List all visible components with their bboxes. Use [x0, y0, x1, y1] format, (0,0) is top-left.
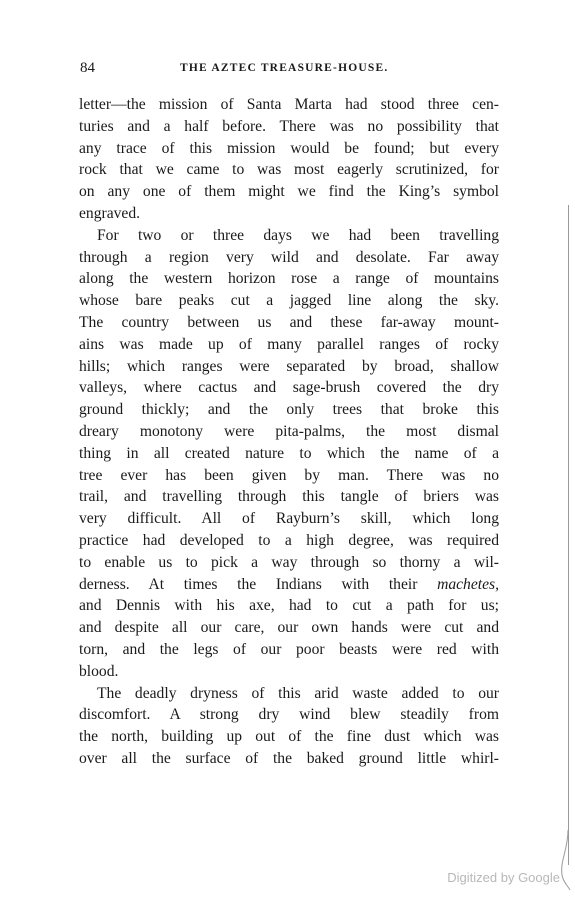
text-line: rock that we came to was most eagerly scrutinized, for [79, 161, 499, 179]
text-line: over all the surface of the baked ground little whirl- [79, 749, 499, 767]
text-line: dreary monotony were pita-palms, the most dismal [79, 422, 499, 440]
text-line: and despite all our care, our own hands were cut and [79, 619, 499, 637]
text-line: very difficult. All of Rayburn’s skill, which long [79, 510, 499, 528]
text-line: derness. At times the Indians with their machetes, [79, 575, 499, 593]
text-line: any trace of this mission would be found; but every [79, 139, 499, 157]
page-edge-curve [558, 830, 572, 890]
running-title: THE AZTEC TREASURE-HOUSE. [180, 62, 389, 74]
text-line: ains was made up of many parallel ranges of rocky [79, 335, 499, 353]
italic-word: machetes, [437, 575, 499, 593]
text-line: discomfort. A strong dry wind blew steadily from [79, 706, 499, 724]
page-number: 84 [80, 60, 95, 76]
text-line: thing in all created nature to which the name of a [79, 444, 499, 462]
text-line: to enable us to pick a way through so thorny a wil- [79, 553, 499, 571]
text-line: on any one of them might we find the King’s symbol [79, 183, 499, 201]
text-line: trail, and travelling through this tangle of briers was [79, 488, 499, 506]
body-text [79, 94, 499, 770]
text-line: whose bare peaks cut a jagged line along the sky. [79, 292, 499, 310]
text-line: and Dennis with his axe, had to cut a path for us; [79, 597, 499, 615]
page-edge-line [568, 205, 569, 865]
text-line: hills; which ranges were separated by broad, shallow [79, 357, 499, 375]
text-line: engraved. [79, 204, 141, 222]
text-line: practice had developed to a high degree, was required [79, 531, 499, 549]
text-line: For two or three days we had been travelling [97, 226, 499, 244]
text-line: The country between us and these far-away mount- [79, 313, 499, 331]
text-line: turies and a half before. There was no possibility that [79, 117, 499, 135]
text-line: blood. [79, 662, 119, 680]
text-line: ground thickly; and the only trees that broke this [79, 401, 499, 419]
text-line: through a region very wild and desolate. Far away [79, 248, 499, 266]
digitized-watermark: Digitized by Google [447, 870, 560, 885]
text-line: torn, and the legs of our poor beasts were red with [79, 640, 499, 658]
text-line: tree ever has been given by man. There was no [79, 466, 499, 484]
text-line: valleys, where cactus and sage-brush covered the dry [79, 379, 499, 397]
text-line: letter—the mission of Santa Marta had stood three cen- [79, 96, 499, 113]
text-line: along the western horizon rose a range of mountains [79, 270, 499, 288]
text-line: the north, building up out of the fine dust which was [79, 728, 499, 746]
text-line: The deadly dryness of this arid waste added to our [97, 684, 499, 702]
page-header [80, 60, 500, 80]
